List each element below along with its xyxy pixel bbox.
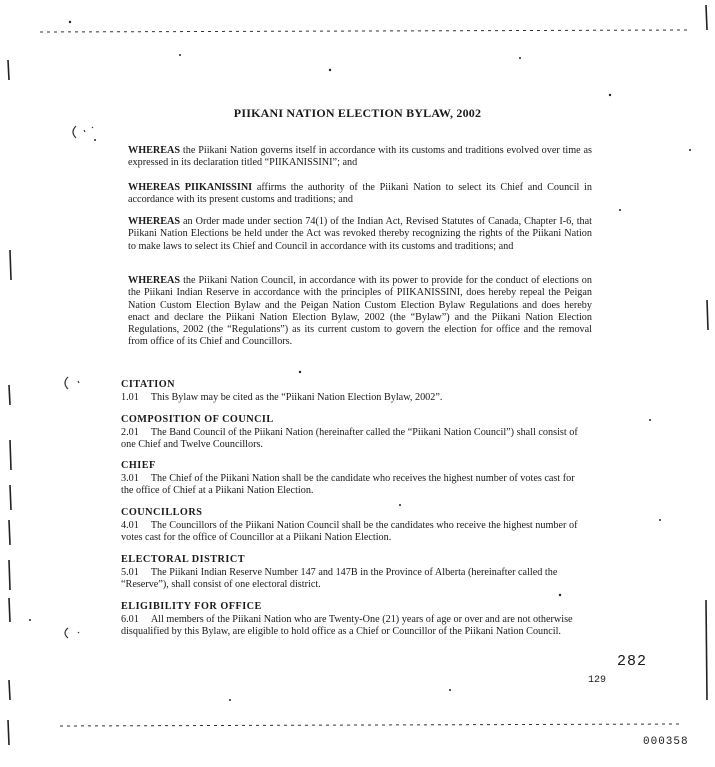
section-1-01	[121, 392, 589, 404]
page-number: 129	[588, 675, 607, 686]
section-number: 5.01	[121, 567, 139, 578]
section-4-01	[121, 520, 589, 545]
section-number: 3.01	[121, 473, 139, 484]
document-title: PIIKANI NATION ELECTION BYLAW, 2002	[233, 106, 482, 120]
section-text: The Chief of the Piikani Nation shall be the candidate who receives the highest number of votes cast for the office of Chief at a Piikani Nation Election.	[121, 473, 575, 497]
section-number: 4.01	[121, 520, 139, 531]
section-heading-eligibility: ELIGIBILITY FOR OFFICE	[121, 601, 262, 612]
section-text: All members of the Piikani Nation who are Twenty-One (21) years of age or over and are not otherwise disqualified by this Bylaw, are eligible to hold office as a Chief or Councillor of the Piikani Nation Council.	[121, 614, 573, 638]
section-text: The Piikani Indian Reserve Number 147 and 147B in the Province of Alberta (hereinafter called the “Reserve”), shall consist of one electoral district.	[121, 567, 558, 591]
section-number: 2.01	[121, 427, 139, 438]
section-text: The Councillors of the Piikani Nation Council shall be the candidates who receive the highest number of votes cast for the office of Councillor at a Piikani Nation Election.	[121, 520, 578, 544]
recital-4: WHEREAS the Piikani Nation Council, in accordance with its power to provide for the conduct of elections on the Piikani Indian Reserve in accordance with the principles of PIIKANISSINI, does hereby repeal the Peigan Nation Custom Election Bylaw and the Peigan Nation Custom Election Bylaw Regulations and does hereby enact and declare the Piikani Nation Election Bylaw, 2002 (the “Bylaw”) and the Piikani Nation Election Regulations, 2002 (the “Regulations”) as its current custom to govern the election for office and the removal from office of its Chief and Councillors.	[128, 275, 592, 348]
section-text: This Bylaw may be cited as the “Piikani Nation Election Bylaw, 2002”.	[150, 392, 443, 403]
section-3-01	[121, 473, 589, 498]
section-6-01	[121, 614, 589, 639]
recital-3: WHEREAS an Order made under section 74(1) of the Indian Act, Revised Statutes of Canada, Chapter I-6, that Piikani Nation Elections be held under the Act was revoked thereby recognizing the rights of the Piikani Nation to make laws to select its Chief and Council in accordance with its customs and traditions; and	[128, 216, 592, 252]
section-heading-councillors: COUNCILLORS	[121, 507, 203, 518]
section-number: 1.01	[121, 392, 139, 403]
handwritten-page-number: 282	[617, 653, 648, 670]
section-heading-electoral-district: ELECTORAL DISTRICT	[121, 554, 246, 565]
recital-1: WHEREAS the Piikani Nation governs itself in accordance with its customs and traditions evolved over time as expressed in its declaration titled “PIIKANISSINI”; and	[128, 145, 592, 169]
document-control-number: 000358	[643, 736, 689, 748]
section-heading-citation: CITATION	[121, 379, 176, 390]
section-5-01	[121, 567, 589, 592]
section-number: 6.01	[121, 614, 139, 625]
section-text: The Band Council of the Piikani Nation (hereinafter called the “Piikani Nation Council”) shall consist of one Chief and Twelve Councillors.	[121, 427, 578, 451]
section-heading-chief: CHIEF	[121, 460, 156, 471]
section-2-01	[121, 427, 589, 452]
section-heading-composition: COMPOSITION OF COUNCIL	[121, 414, 274, 425]
recital-2: WHEREAS PIIKANISSINI affirms the authority of the Piikani Nation to select its Chief and Council in accordance with its present customs and traditions; and	[128, 182, 592, 206]
